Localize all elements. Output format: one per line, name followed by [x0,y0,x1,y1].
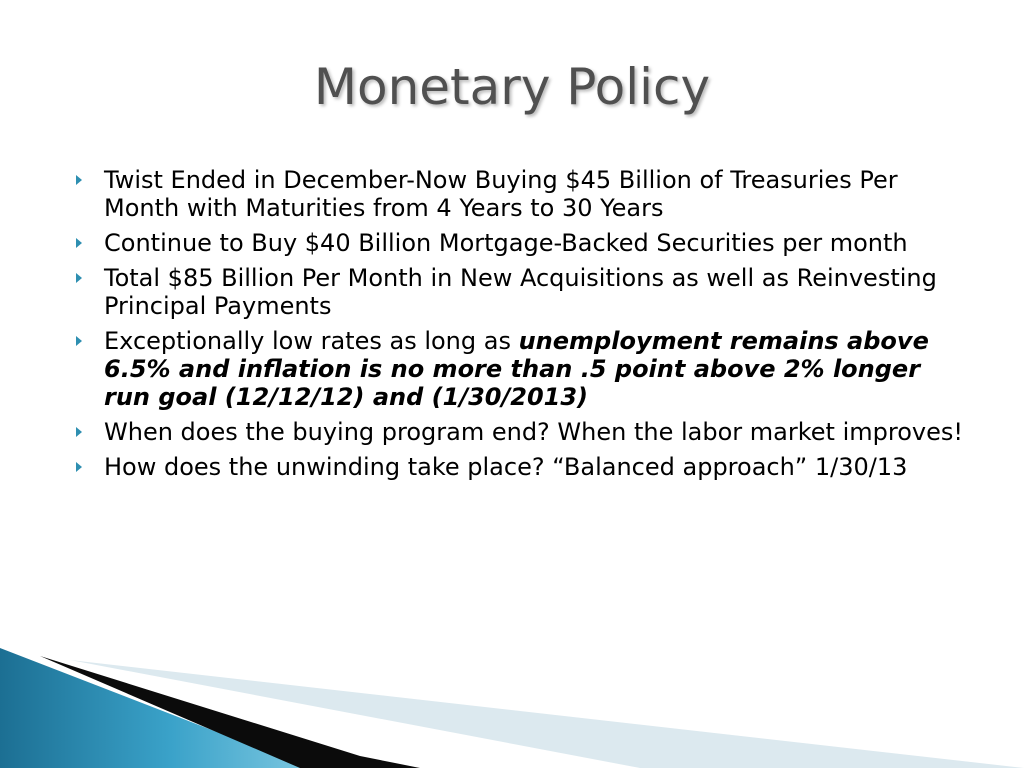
bullet-text: Total $85 Billion Per Month in New Acquisitions as well as Reinvesting Principal Payments [104,264,937,320]
bullet-emphasis-text: unemployment remains above 6.5% and inflation is no more than .5 point above 2% longer run goal (12/12/12) and (1/30/2013) [104,327,929,411]
bullet-item [74,453,974,481]
bullet-text: When does the buying program end? When the labor market improves! [104,418,963,446]
bullet-arrow-icon [76,175,82,185]
bullet-arrow-icon [76,273,82,283]
bullet-item [74,229,974,257]
bullet-text: Exceptionally low rates as long as [104,327,519,355]
slide-title: Monetary Policy [313,58,711,116]
bullet-text: How does the unwinding take place? “Balanced approach” 1/30/13 [104,453,908,481]
bullet-arrow-icon [76,238,82,248]
bullet-arrow-icon [76,336,82,346]
bullet-arrow-icon [76,462,82,472]
bullet-item [74,327,974,411]
bullet-text: Continue to Buy $40 Billion Mortgage-Backed Securities per month [104,229,908,257]
decorative-wave-graphic [0,640,1024,768]
bullet-item [74,166,974,222]
bullet-text: Twist Ended in December-Now Buying $45 Billion of Treasuries Per Month with Maturities from 4 Years to 30 Years [104,166,898,222]
bullet-item [74,264,974,320]
bullet-item [74,418,974,446]
bullet-arrow-icon [76,427,82,437]
bullet-list [74,166,974,488]
